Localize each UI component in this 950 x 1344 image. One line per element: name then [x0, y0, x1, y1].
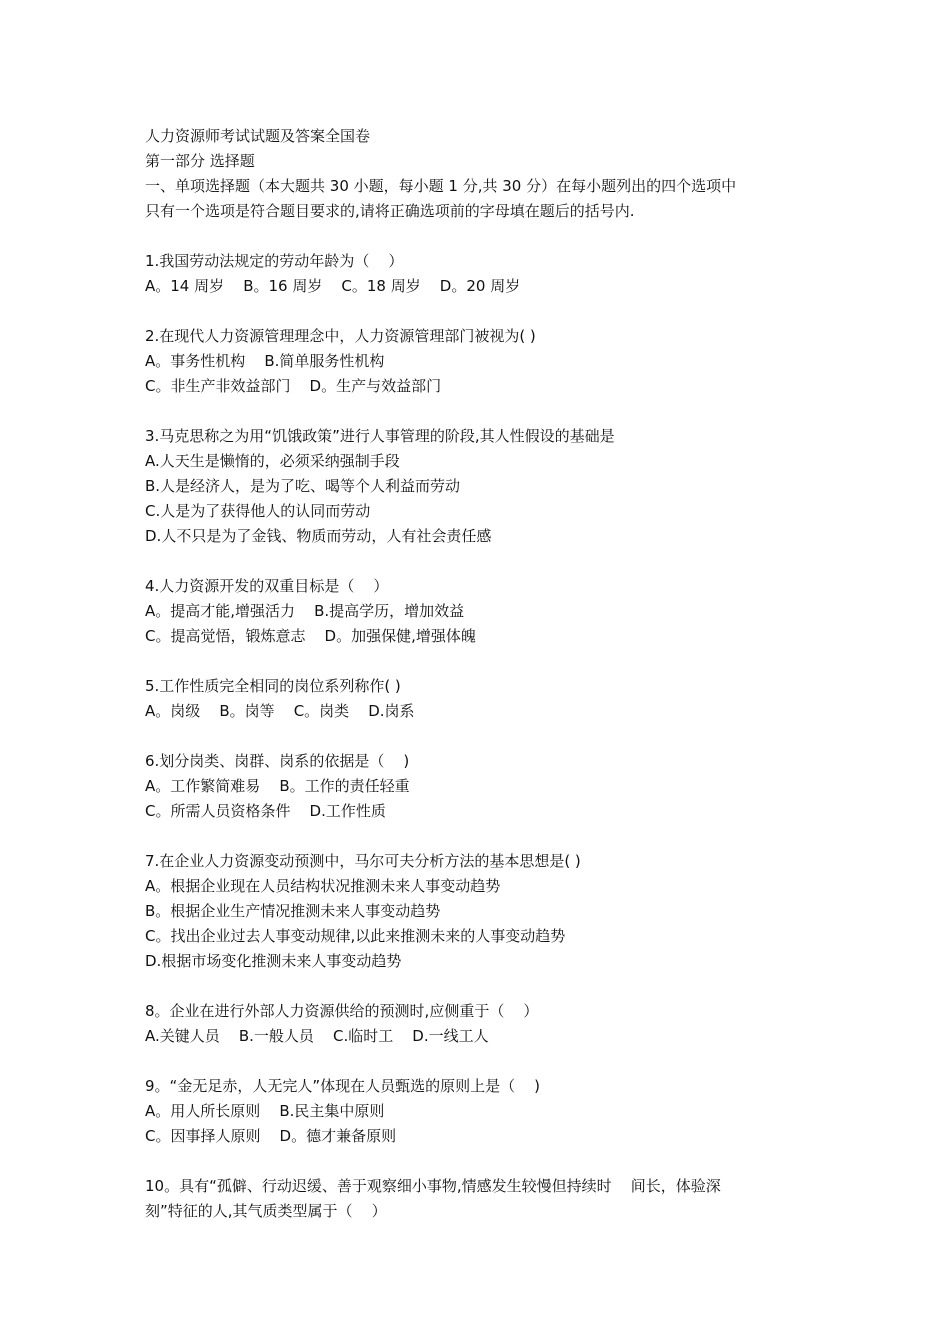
instructions-line-1: 一、单项选择题（本大题共 30 小题，每小题 1 分,共 30 分）在每小题列出的四个选项中: [145, 177, 737, 195]
question-options: C。因事择人原则 D。德才兼备原则: [145, 1127, 397, 1145]
question-option: C。找出企业过去人事变动规律,以此来推测未来的人事变动趋势: [145, 927, 566, 945]
question-option: A.人天生是懒惰的，必须采纳强制手段: [145, 452, 400, 470]
question-option: D.根据市场变化推测未来人事变动趋势: [145, 952, 402, 970]
part-heading: 第一部分 选择题: [145, 152, 255, 170]
question-1: [145, 249, 815, 299]
question-7: [145, 849, 815, 974]
spacer: [145, 974, 815, 999]
spacer: [145, 224, 815, 249]
question-stem: 6.划分岗类、岗群、岗系的依据是（ ): [145, 752, 410, 770]
spacer: [145, 1049, 815, 1074]
question-option: B。根据企业生产情况推测未来人事变动趋势: [145, 902, 441, 920]
question-option: A。根据企业现在人员结构状况推测未来人事变动趋势: [145, 877, 501, 895]
question-4: [145, 574, 815, 649]
spacer: [145, 1149, 815, 1174]
question-options: C。非生产非效益部门 D。生产与效益部门: [145, 377, 442, 395]
question-stem-continued: 刻”特征的人,其气质类型属于（ ）: [145, 1202, 387, 1220]
document-title: 人力资源师考试试题及答案全国卷: [145, 127, 371, 145]
question-stem: 2.在现代人力资源管理理念中，人力资源管理部门被视为( ): [145, 327, 536, 345]
question-stem: 8。企业在进行外部人力资源供给的预测时,应侧重于（ ）: [145, 1002, 539, 1020]
question-6: [145, 749, 815, 824]
question-options: A。事务性机构 B.简单服务性机构: [145, 352, 385, 370]
question-options: A。14 周岁 B。16 周岁 C。18 周岁 D。20 周岁: [145, 277, 521, 295]
question-stem: 1.我国劳动法规定的劳动年龄为（ ）: [145, 252, 404, 270]
question-options: C。所需人员资格条件 D.工作性质: [145, 802, 386, 820]
instructions-line-2: 只有一个选项是符合题目要求的,请将正确选项前的字母填在题后的括号内.: [145, 202, 635, 220]
question-3: [145, 424, 815, 549]
question-5: [145, 674, 815, 724]
question-2: [145, 324, 815, 399]
question-options: A.关键人员 B.一般人员 C.临时工 D.一线工人: [145, 1027, 489, 1045]
question-stem: 7.在企业人力资源变动预测中，马尔可夫分析方法的基本思想是( ): [145, 852, 581, 870]
spacer: [145, 299, 815, 324]
question-options: A。提高才能,增强活力 B.提高学历，增加效益: [145, 602, 465, 620]
question-option: D.人不只是为了金钱、物质而劳动，人有社会责任感: [145, 527, 492, 545]
spacer: [145, 549, 815, 574]
question-options: A。工作繁简难易 B。工作的责任轻重: [145, 777, 410, 795]
spacer: [145, 649, 815, 674]
spacer: [145, 724, 815, 749]
question-8: [145, 999, 815, 1049]
question-option: B.人是经济人，是为了吃、喝等个人利益而劳动: [145, 477, 461, 495]
question-stem: 10。具有“孤僻、行动迟缓、善于观察细小事物,情感发生较慢但持续时 间长，体验深: [145, 1177, 721, 1195]
question-9: [145, 1074, 815, 1149]
document-content: [145, 124, 815, 1224]
question-stem: 5.工作性质完全相同的岗位系列称作( ): [145, 677, 401, 695]
question-options: A。岗级 B。岗等 C。岗类 D.岗系: [145, 702, 415, 720]
spacer: [145, 824, 815, 849]
question-option: C.人是为了获得他人的认同而劳动: [145, 502, 371, 520]
question-options: A。用人所长原则 B.民主集中原则: [145, 1102, 385, 1120]
question-stem: 9。“金无足赤，人无完人”体现在人员甄选的原则上是（ ): [145, 1077, 541, 1095]
spacer: [145, 399, 815, 424]
question-10: [145, 1174, 815, 1224]
question-options: C。提高觉悟，锻炼意志 D。加强保健,增强体魄: [145, 627, 476, 645]
question-stem: 3.马克思称之为用“饥饿政策”进行人事管理的阶段,其人性假设的基础是: [145, 427, 615, 445]
question-stem: 4.人力资源开发的双重目标是（ ）: [145, 577, 389, 595]
